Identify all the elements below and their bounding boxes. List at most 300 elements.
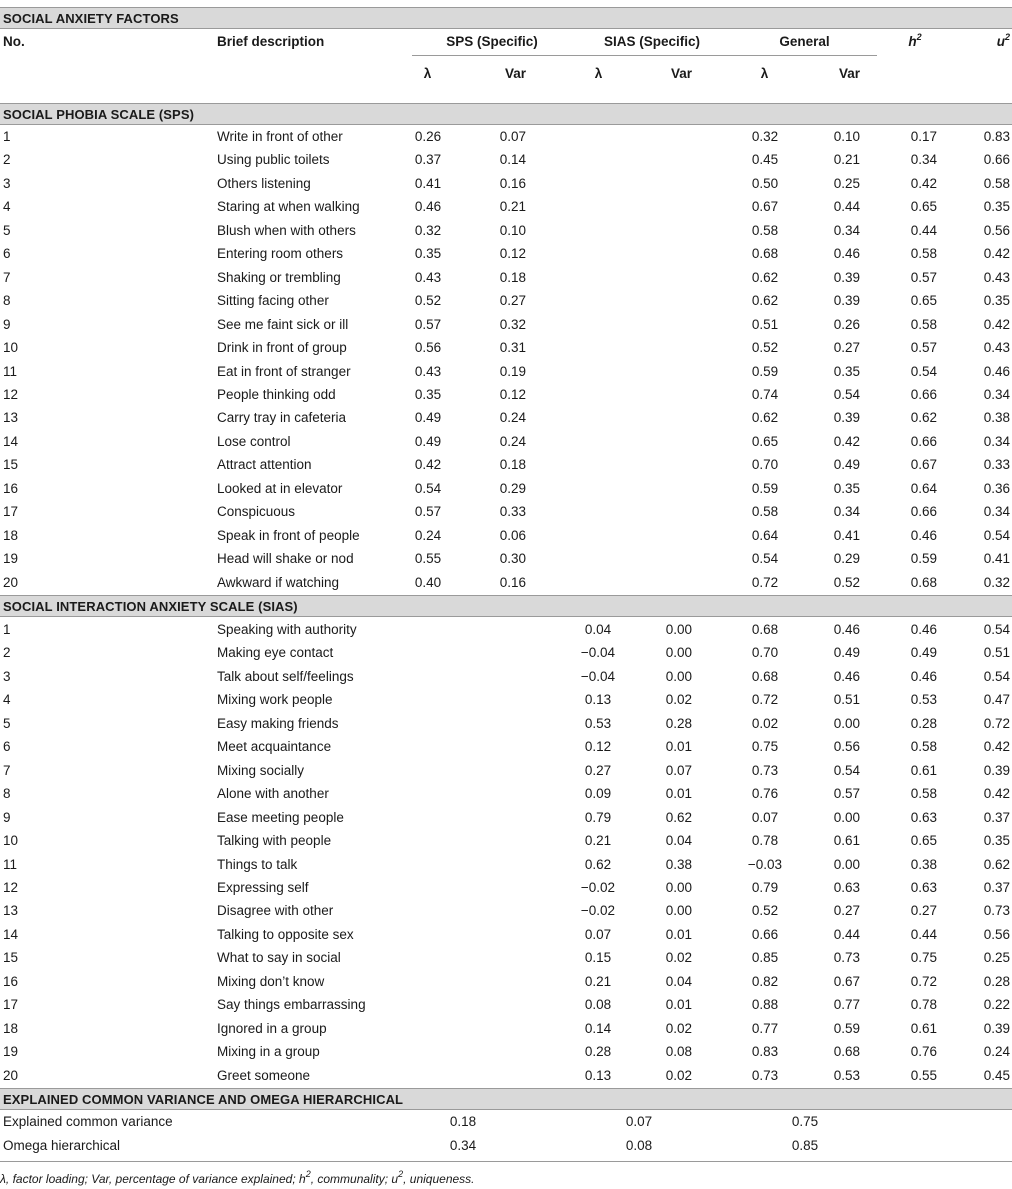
row-no: 2	[3, 152, 11, 168]
communality: 0.44	[910, 222, 937, 238]
row-description: Say things embarrassing	[217, 997, 366, 1013]
general-lambda: 0.75	[751, 739, 779, 755]
sias-lambda: 0.28	[584, 1044, 612, 1060]
sps-var: 0.32	[499, 316, 526, 332]
general-var: 0.44	[833, 926, 860, 942]
general-lambda: 0.52	[751, 903, 779, 919]
summary-sps: 0.18	[449, 1114, 477, 1129]
sps-lambda: 0.56	[414, 340, 442, 356]
row-no: 20	[3, 1067, 19, 1083]
general-lambda: 0.74	[751, 386, 779, 402]
row-description: Head will shake or nod	[217, 551, 354, 567]
row-description: Lose control	[217, 433, 291, 449]
general-lambda: 0.77	[751, 1020, 779, 1036]
summary-general: 0.85	[791, 1138, 819, 1153]
general-var: 0.54	[833, 386, 860, 402]
row-description: Speak in front of people	[217, 527, 360, 543]
uniqueness: 0.46	[983, 363, 1010, 379]
uniqueness: 0.45	[983, 1067, 1010, 1083]
general-var: 0.73	[833, 950, 860, 966]
header-no: No.	[3, 34, 25, 49]
row-description: Using public toilets	[217, 152, 330, 168]
row-no: 17	[3, 504, 19, 520]
sps-lambda: 0.37	[414, 152, 442, 168]
row-description: Awkward if watching	[217, 574, 340, 590]
row-description: Ease meeting people	[217, 809, 344, 825]
row-description: Entering room others	[217, 246, 344, 262]
row-description: Drink in front of group	[217, 340, 347, 356]
uniqueness: 0.35	[983, 199, 1010, 215]
general-lambda: 0.73	[751, 762, 779, 778]
header-sps-rule	[412, 55, 572, 56]
general-var: 0.00	[833, 715, 860, 731]
general-var: 0.53	[833, 1067, 860, 1083]
uniqueness: 0.39	[983, 762, 1010, 778]
uniqueness: 0.54	[983, 668, 1010, 684]
row-description: Alone with another	[217, 786, 329, 802]
row-no: 15	[3, 950, 19, 966]
subheader-sps-lambda: λ	[423, 66, 432, 81]
sias-var: 0.04	[665, 973, 692, 989]
uniqueness: 0.25	[983, 950, 1010, 966]
communality: 0.58	[910, 739, 937, 755]
subheader-sias-var: Var	[670, 66, 692, 81]
uniqueness: 0.47	[983, 692, 1010, 708]
communality: 0.46	[910, 527, 937, 543]
uniqueness: 0.37	[983, 809, 1010, 825]
row-no: 6	[3, 739, 11, 755]
communality: 0.61	[910, 762, 937, 778]
general-lambda: 0.59	[751, 363, 779, 379]
communality: 0.75	[910, 950, 937, 966]
communality: 0.38	[910, 856, 937, 872]
general-var: 0.49	[833, 457, 860, 473]
sps-lambda: 0.35	[414, 246, 442, 262]
sias-var: 0.62	[665, 809, 692, 825]
communality: 0.65	[910, 833, 937, 849]
row-description: Mixing don’t know	[217, 973, 325, 989]
sias-lambda: −0.02	[580, 879, 616, 895]
sps-var: 0.14	[499, 152, 526, 168]
communality: 0.58	[910, 316, 937, 332]
row-description: Others listening	[217, 175, 311, 191]
general-var: 0.26	[833, 316, 860, 332]
general-lambda: 0.65	[751, 433, 779, 449]
uniqueness: 0.66	[983, 152, 1010, 168]
row-description: Talking with people	[217, 833, 332, 849]
general-lambda: 0.85	[751, 950, 779, 966]
communality: 0.76	[910, 1044, 937, 1060]
uniqueness: 0.33	[983, 457, 1010, 473]
sps-lambda: 0.57	[414, 504, 442, 520]
row-description: Carry tray in cafeteria	[217, 410, 347, 426]
sps-lambda: 0.26	[414, 129, 442, 144]
row-no: 4	[3, 199, 11, 215]
row-description: Sitting facing other	[217, 293, 329, 309]
general-var: 0.27	[833, 903, 860, 919]
row-no: 19	[3, 551, 19, 567]
sps-lambda: 0.55	[414, 551, 442, 567]
sias-lambda: 0.12	[584, 739, 612, 755]
sps-var: 0.18	[499, 457, 526, 473]
sps-var: 0.29	[499, 480, 526, 496]
row-description: Ignored in a group	[217, 1020, 327, 1036]
general-lambda: 0.72	[751, 574, 779, 590]
sps-var: 0.12	[499, 386, 526, 402]
sps-var: 0.24	[499, 410, 526, 426]
row-no: 5	[3, 222, 11, 238]
communality: 0.57	[910, 269, 937, 285]
summary-sias: 0.08	[625, 1138, 653, 1153]
general-var: 0.42	[833, 433, 860, 449]
sias-var: 0.02	[665, 692, 692, 708]
sias-lambda: 0.79	[584, 809, 612, 825]
uniqueness: 0.41	[983, 551, 1010, 567]
general-var: 0.57	[833, 786, 860, 802]
general-var: 0.54	[833, 762, 860, 778]
general-lambda: 0.68	[751, 246, 779, 262]
general-var: 0.52	[833, 574, 860, 590]
row-no: 10	[3, 340, 19, 356]
sias-var: 0.38	[665, 856, 692, 872]
general-var: 0.29	[833, 551, 860, 567]
general-var: 0.34	[833, 504, 860, 520]
sps-var: 0.06	[499, 527, 526, 543]
general-lambda: 0.72	[751, 692, 779, 708]
uniqueness: 0.42	[983, 786, 1010, 802]
row-no: 12	[3, 386, 19, 402]
uniqueness: 0.38	[983, 410, 1010, 426]
row-description: Write in front of other	[217, 129, 343, 144]
sias-lambda: 0.21	[584, 973, 612, 989]
general-lambda: 0.68	[751, 668, 779, 684]
general-var: 0.46	[833, 246, 860, 262]
sias-var: 0.02	[665, 1067, 692, 1083]
uniqueness: 0.54	[983, 622, 1010, 637]
communality: 0.78	[910, 997, 937, 1013]
row-description: Staring at when walking	[217, 199, 360, 215]
general-var: 0.44	[833, 199, 860, 215]
communality: 0.54	[910, 363, 937, 379]
row-description: Making eye contact	[217, 645, 334, 661]
communality: 0.65	[910, 293, 937, 309]
row-no: 11	[3, 363, 18, 379]
row-no: 15	[3, 457, 19, 473]
row-no: 19	[3, 1044, 19, 1060]
row-no: 16	[3, 480, 19, 496]
uniqueness: 0.39	[983, 1020, 1010, 1036]
sps-var: 0.10	[499, 222, 526, 238]
subheader-sps-var: Var	[504, 66, 526, 81]
table-bottom-rule	[0, 1161, 1012, 1162]
uniqueness: 0.35	[983, 293, 1010, 309]
sias-lambda: 0.62	[584, 856, 612, 872]
communality: 0.66	[910, 504, 937, 520]
sps-var: 0.33	[499, 504, 526, 520]
sias-lambda: 0.14	[584, 1020, 612, 1036]
banner-label: SOCIAL INTERACTION ANXIETY SCALE (SIAS)	[3, 599, 298, 614]
banner-social-anxiety-factors	[0, 7, 1012, 29]
communality: 0.68	[910, 574, 937, 590]
general-var: 0.49	[833, 645, 860, 661]
header-sps-specific: SPS (Specific)	[446, 34, 538, 49]
uniqueness: 0.34	[983, 386, 1010, 402]
row-no: 13	[3, 903, 19, 919]
general-lambda: 0.50	[751, 175, 779, 191]
summary-general: 0.75	[791, 1114, 819, 1129]
general-lambda: 0.64	[751, 527, 779, 543]
general-var: 0.21	[833, 152, 860, 168]
sps-var: 0.12	[499, 246, 526, 262]
uniqueness: 0.73	[983, 903, 1010, 919]
row-description: Blush when with others	[217, 222, 356, 238]
general-var: 0.46	[833, 668, 860, 684]
sps-lambda: 0.43	[414, 363, 442, 379]
row-no: 3	[3, 668, 11, 684]
general-lambda: 0.07	[751, 809, 779, 825]
sias-lambda: 0.08	[584, 997, 612, 1013]
uniqueness: 0.34	[983, 433, 1010, 449]
sias-var: 0.01	[665, 926, 692, 942]
row-description: Talking to opposite sex	[217, 926, 354, 942]
sps-lambda: 0.52	[414, 293, 442, 309]
header-sias-specific: SIAS (Specific)	[603, 34, 701, 49]
uniqueness: 0.54	[983, 527, 1010, 543]
row-description: Greet someone	[217, 1067, 311, 1083]
header-general-rule	[732, 55, 877, 56]
row-no: 7	[3, 762, 11, 778]
general-lambda: 0.51	[751, 316, 779, 332]
summary-label: Omega hierarchical	[3, 1138, 121, 1153]
general-var: 0.68	[833, 1044, 860, 1060]
row-no: 18	[3, 1020, 19, 1036]
uniqueness: 0.42	[983, 739, 1010, 755]
general-lambda: 0.62	[751, 410, 779, 426]
communality: 0.58	[910, 786, 937, 802]
general-var: 0.67	[833, 973, 860, 989]
header-uniqueness: $u^2$	[996, 32, 1010, 49]
sias-lambda: 0.13	[584, 1067, 612, 1083]
sps-var: 0.24	[499, 433, 526, 449]
uniqueness: 0.32	[983, 574, 1010, 590]
sps-var: 0.21	[499, 199, 526, 215]
sps-var: 0.16	[499, 574, 526, 590]
sias-var: 0.04	[665, 833, 692, 849]
uniqueness: 0.51	[983, 645, 1010, 661]
row-description: Shaking or trembling	[217, 269, 341, 285]
uniqueness: 0.42	[983, 316, 1010, 332]
general-lambda: 0.54	[751, 551, 779, 567]
sps-lambda: 0.49	[414, 433, 442, 449]
sias-lambda: 0.04	[584, 622, 612, 637]
row-no: 16	[3, 973, 19, 989]
general-lambda: 0.88	[751, 997, 779, 1013]
sps-lambda: 0.41	[414, 175, 442, 191]
uniqueness: 0.37	[983, 879, 1010, 895]
sias-var: 0.07	[665, 762, 692, 778]
sps-var: 0.16	[499, 175, 526, 191]
communality: 0.58	[910, 246, 937, 262]
general-var: 0.61	[833, 833, 860, 849]
general-lambda: 0.82	[751, 973, 779, 989]
row-no: 5	[3, 715, 11, 731]
row-description: Looked at in elevator	[217, 480, 343, 496]
row-no: 14	[3, 926, 19, 942]
general-var: 0.51	[833, 692, 860, 708]
general-lambda: −0.03	[747, 856, 783, 872]
sias-lambda: −0.04	[580, 668, 616, 684]
communality: 0.57	[910, 340, 937, 356]
communality: 0.42	[910, 175, 937, 191]
general-lambda: 0.62	[751, 269, 779, 285]
general-var: 0.34	[833, 222, 860, 238]
uniqueness: 0.22	[983, 997, 1010, 1013]
uniqueness: 0.43	[983, 340, 1010, 356]
summary-sias: 0.07	[625, 1114, 653, 1129]
uniqueness: 0.62	[983, 856, 1010, 872]
communality: 0.65	[910, 199, 937, 215]
general-var: 0.46	[833, 622, 860, 637]
communality: 0.27	[910, 903, 937, 919]
row-no: 9	[3, 316, 11, 332]
row-description: Speaking with authority	[217, 622, 357, 637]
sias-var: 0.00	[665, 879, 692, 895]
general-lambda: 0.73	[751, 1067, 779, 1083]
general-lambda: 0.58	[751, 504, 779, 520]
sias-lambda: 0.27	[584, 762, 612, 778]
communality: 0.67	[910, 457, 937, 473]
row-description: Attract attention	[217, 457, 312, 473]
row-description: Mixing socially	[217, 762, 305, 778]
general-lambda: 0.45	[751, 152, 779, 168]
communality: 0.49	[910, 645, 937, 661]
uniqueness: 0.56	[983, 926, 1010, 942]
row-no: 14	[3, 433, 19, 449]
sias-var: 0.01	[665, 739, 692, 755]
row-no: 8	[3, 293, 11, 309]
uniqueness: 0.43	[983, 269, 1010, 285]
banner-sps	[0, 103, 1012, 125]
uniqueness: 0.72	[983, 715, 1010, 731]
communality: 0.44	[910, 926, 937, 942]
general-var: 0.27	[833, 340, 860, 356]
sias-var: 0.02	[665, 1020, 692, 1036]
communality: 0.62	[910, 410, 937, 426]
sps-var: 0.31	[499, 340, 526, 356]
sps-lambda: 0.49	[414, 410, 442, 426]
row-no: 2	[3, 645, 11, 661]
header-communality: $h^2$	[908, 32, 922, 49]
uniqueness: 0.36	[983, 480, 1010, 496]
header-sias-rule	[572, 55, 732, 56]
row-no: 11	[3, 856, 18, 872]
row-description: Eat in front of stranger	[217, 363, 351, 379]
communality: 0.64	[910, 480, 937, 496]
row-description: See me faint sick or ill	[217, 316, 349, 332]
uniqueness: 0.58	[983, 175, 1010, 191]
sps-lambda: 0.35	[414, 386, 442, 402]
general-lambda: 0.78	[751, 833, 779, 849]
header-general: General	[779, 34, 830, 49]
communality: 0.63	[910, 879, 937, 895]
row-no: 20	[3, 574, 19, 590]
row-no: 6	[3, 246, 11, 262]
general-var: 0.39	[833, 269, 860, 285]
sps-var: 0.27	[499, 293, 526, 309]
uniqueness: 0.34	[983, 504, 1010, 520]
sps-var: 0.18	[499, 269, 526, 285]
communality: 0.55	[910, 1067, 937, 1083]
sias-lambda: 0.53	[584, 715, 612, 731]
communality: 0.63	[910, 809, 937, 825]
row-no: 7	[3, 269, 11, 285]
sias-var: 0.28	[665, 715, 692, 731]
sias-var: 0.00	[665, 668, 692, 684]
subheader-general-lambda: λ	[760, 66, 769, 81]
communality: 0.17	[910, 129, 937, 144]
communality: 0.46	[910, 622, 937, 637]
sias-lambda: 0.07	[584, 926, 612, 942]
uniqueness: 0.83	[983, 129, 1010, 144]
sias-lambda: 0.09	[584, 786, 612, 802]
sias-var: 0.01	[665, 997, 692, 1013]
subheader-sias-lambda: λ	[594, 66, 603, 81]
general-lambda: 0.67	[751, 199, 779, 215]
sps-var: 0.07	[499, 129, 526, 144]
general-var: 0.00	[833, 856, 860, 872]
summary-sps: 0.34	[449, 1138, 477, 1153]
row-no: 9	[3, 809, 11, 825]
sps-lambda: 0.46	[414, 199, 442, 215]
row-description: Disagree with other	[217, 903, 334, 919]
general-lambda: 0.52	[751, 340, 779, 356]
row-no: 1	[3, 622, 11, 637]
communality: 0.66	[910, 386, 937, 402]
general-var: 0.56	[833, 739, 860, 755]
sps-lambda: 0.24	[414, 527, 442, 543]
general-lambda: 0.70	[751, 645, 779, 661]
general-lambda: 0.62	[751, 293, 779, 309]
sps-var: 0.19	[499, 363, 526, 379]
summary-label: Explained common variance	[3, 1114, 173, 1129]
general-lambda: 0.68	[751, 622, 779, 637]
general-lambda: 0.59	[751, 480, 779, 496]
row-no: 1	[3, 129, 11, 144]
general-lambda: 0.32	[751, 129, 779, 144]
general-lambda: 0.79	[751, 879, 779, 895]
sias-lambda: −0.02	[580, 903, 616, 919]
row-no: 4	[3, 692, 11, 708]
row-description: Conspicuous	[217, 504, 296, 520]
row-no: 10	[3, 833, 19, 849]
row-no: 17	[3, 997, 19, 1013]
sias-var: 0.02	[665, 950, 692, 966]
communality: 0.72	[910, 973, 937, 989]
table-footnote: λ, factor loading; Var, percentage of variance explained; $h^2$, communality; $u^2$, uniqueness.	[0, 1169, 475, 1186]
communality: 0.66	[910, 433, 937, 449]
general-var: 0.59	[833, 1020, 860, 1036]
sps-var: 0.30	[499, 551, 526, 567]
sias-var: 0.00	[665, 903, 692, 919]
general-lambda: 0.66	[751, 926, 779, 942]
row-no: 18	[3, 527, 19, 543]
sps-lambda: 0.40	[414, 574, 442, 590]
sps-lambda: 0.54	[414, 480, 442, 496]
general-lambda: 0.70	[751, 457, 779, 473]
communality: 0.61	[910, 1020, 937, 1036]
general-var: 0.63	[833, 879, 860, 895]
sps-lambda: 0.32	[414, 222, 442, 238]
